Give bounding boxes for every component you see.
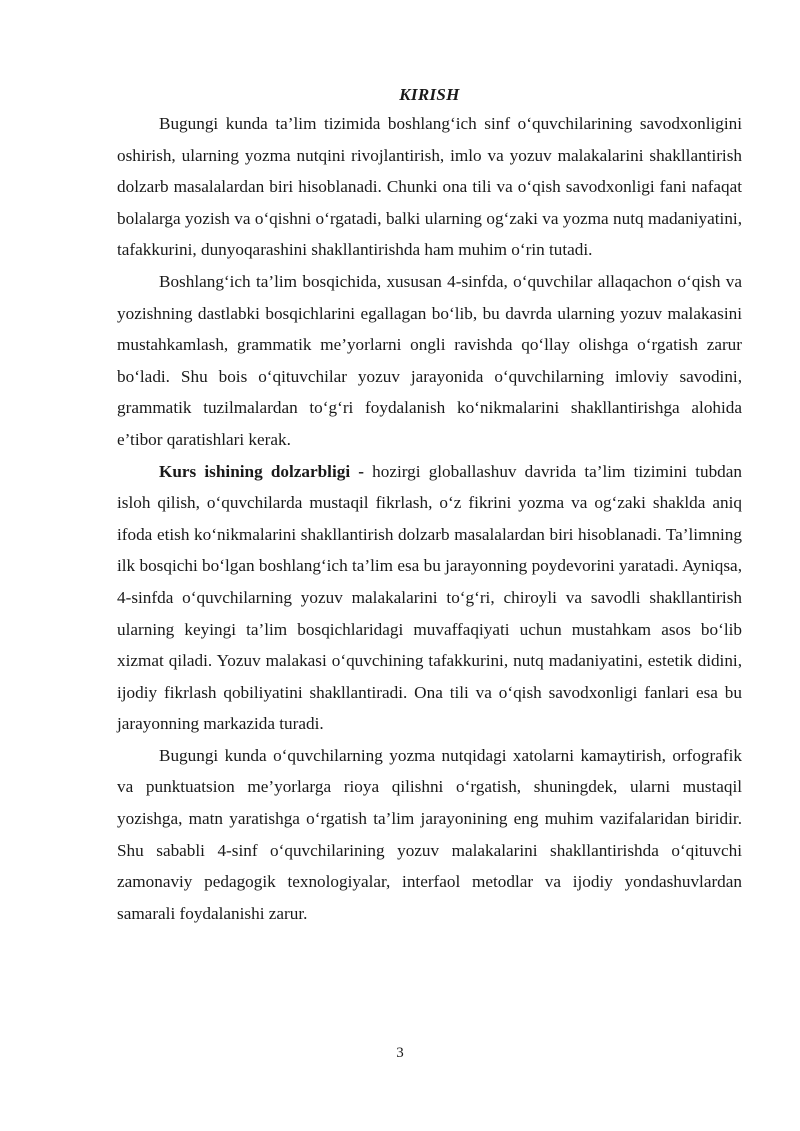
paragraph-text: hozirgi globallashuv davrida ta’lim tizimini tubdan isloh qilish, o‘quvchilarda mustaqil fikrlash, o‘z fikrini yozma va og‘zaki shaklda aniq ifoda etish ko‘nikmalarini shakllantirish dolzarb masalalardan biri hisoblanadi. Ta’limning ilk bosqichi bo‘lgan boshlang‘ich ta’lim esa bu jarayonning poydevorini yaratadi. Ayniqsa, 4-sinfda o‘quvchilarning yozuv malakalarini to‘g‘ri, chiroyli va savodli shakllantirish ularning keyingi ta’lim bosqichlaridagi muvaffaqiyati uchun mustahkam asos bo‘lib xizmat qiladi. Yozuv malakasi o‘quvchining tafakkurini, nutq madaniyatini, estetik didini, ijodiy fikrlash qobiliyatini shakllantiradi. Ona tili va o‘qish savodxonligi fanlari esa bu jarayonning markazida turadi. (117, 461, 742, 734)
paragraph-lead-relevance: Kurs ishining dolzarbligi - (159, 461, 364, 481)
paragraph-text: Bugungi kunda ta’lim tizimida boshlang‘ich sinf o‘quvchilarining savodxonligini oshirish, ularning yozma nutqini rivojlantirish, imlo va yozuv malakalarini shakllantirish dolzarb masalalardan biri hisoblanadi. Chunki ona tili va o‘qish savodxonligi fani nafaqat bolalarga yozish va o‘qishni o‘rgatadi, balki ularning og‘zaki va yozma nutq madaniyatini, tafakkurini, dunyoqarashini shakllantirishda ham muhim o‘rin tutadi. (117, 114, 742, 260)
paragraph-2 (117, 266, 742, 456)
document-page (117, 82, 742, 929)
page-number: 3 (396, 1045, 404, 1061)
paragraph-4 (117, 740, 742, 930)
paragraph-3 (117, 456, 742, 740)
paragraph-text: Boshlang‘ich ta’lim bosqichida, xususan 4-sinfda, o‘quvchilar allaqachon o‘qish va yozishning dastlabki bosqichlarini egallagan bo‘lib, bu davrda ularning yozuv malakasini mustahkamlash, grammatik me’yorlarni ongli ravishda qo‘llay olishga o‘rgatish zarur bo‘ladi. Shu bois o‘qituvchilar yozuv jarayonida o‘quvchilarning imloviy savodini, grammatik tuzilmalardan to‘g‘ri foydalanish ko‘nikmalarini shakllantirishga alohida e’tibor qaratishlari kerak. (117, 271, 742, 449)
paragraph-text: Bugungi kunda o‘quvchilarning yozma nutqidagi xatolarni kamaytirish, orfografik va punktuatsion me’yorlarga rioya qilishni o‘rgatish, shuningdek, ularni mustaqil yozishga, matn yaratishga o‘rgatish ta’lim jarayonining eng muhim vazifalaridan biridir. Shu sababli 4-sinf o‘quvchilarining yozuv malakalarini shakllantirishda o‘qituvchi zamonaviy pedagogik texnologiyalar, interfaol metodlar va ijodiy yondashuvlardan samarali foydalanishi zarur. (117, 745, 742, 923)
section-title: KIRISH (399, 85, 460, 104)
paragraph-1 (117, 108, 742, 266)
